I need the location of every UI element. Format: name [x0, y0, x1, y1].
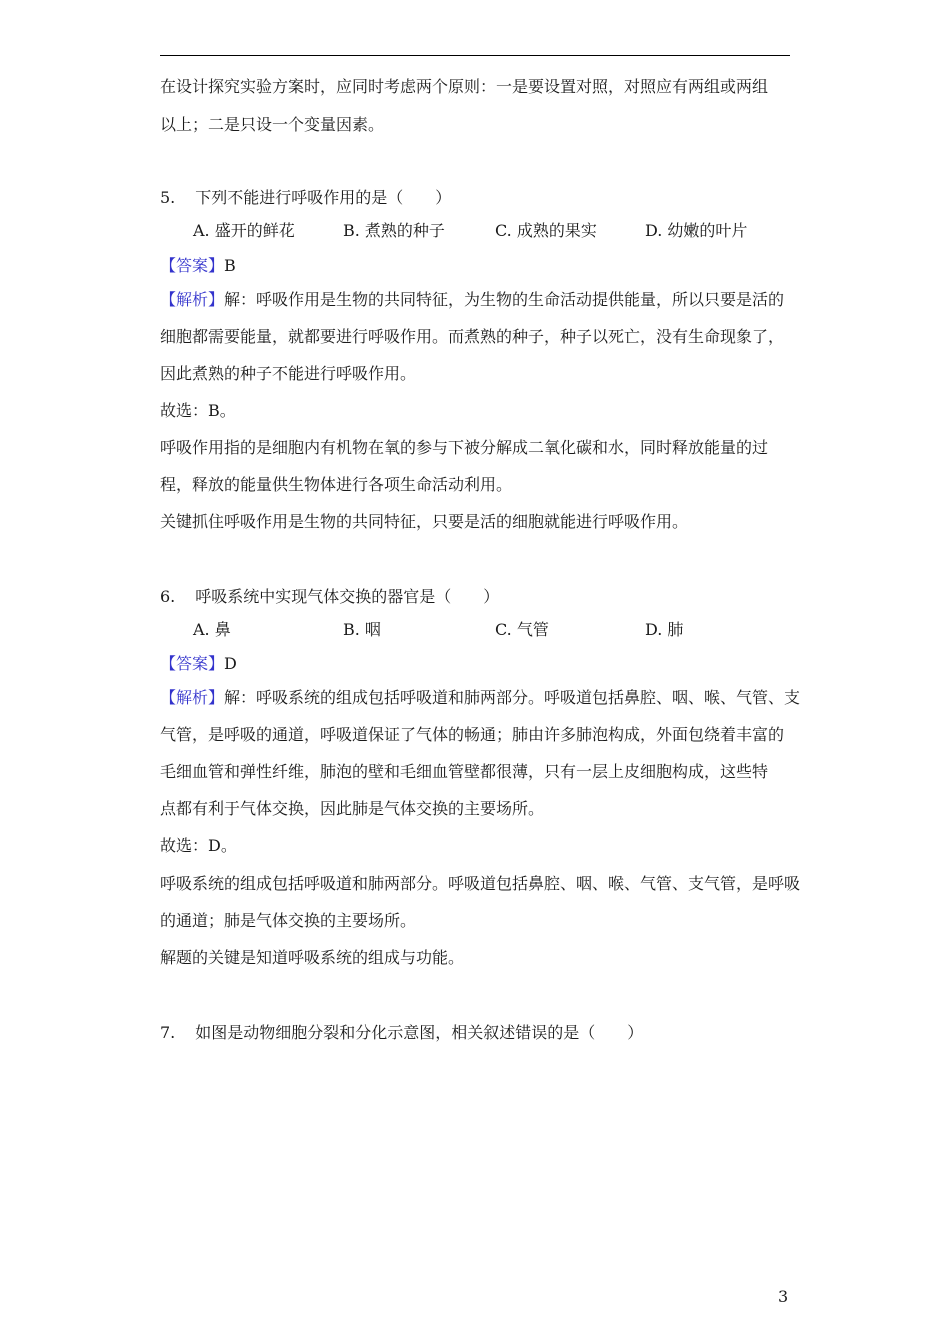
question-number: 7.: [160, 1023, 176, 1042]
q6-option-d: D. 肺: [645, 620, 684, 639]
answer-value: B: [224, 256, 236, 275]
header-rule: [160, 55, 790, 56]
q6-note-line-1: 呼吸系统的组成包括呼吸道和肺两部分。呼吸道包括鼻腔、咽、喉、气管、支气管，是呼吸: [160, 874, 801, 893]
q5-option-c: C. 成熟的果实: [495, 221, 597, 240]
q6-analysis-line-4: 点都有利于气体交换，因此肺是气体交换的主要场所。: [160, 799, 545, 818]
answer-value: D: [224, 654, 237, 673]
q5-analysis-line-3: 因此煮熟的种子不能进行呼吸作用。: [160, 364, 417, 383]
answer-tag: 【答案】: [160, 256, 225, 275]
q6-analysis-line-2: 气管，是呼吸的通道，呼吸道保证了气体的畅通；肺由许多肺泡构成，外面包绕着丰富的: [160, 725, 785, 744]
q5-analysis-line-2: 细胞都需要能量，就都要进行呼吸作用。而煮熟的种子，种子以死亡，没有生命现象了，: [160, 327, 785, 346]
q6-option-b: B. 咽: [343, 620, 381, 639]
q5-note-line-1: 呼吸作用指的是细胞内有机物在氧的参与下被分解成二氧化碳和水，同时释放能量的过: [160, 438, 769, 457]
question-5-stem: [160, 187, 800, 209]
q5-option-b: B. 煮熟的种子: [343, 221, 445, 240]
q5-choice: 故选：B。: [160, 401, 236, 420]
q5-option-a: A. 盛开的鲜花: [193, 221, 295, 240]
analysis-tag: 【解析】: [160, 290, 225, 309]
question-text: 如图是动物细胞分裂和分化示意图，相关叙述错误的是（ ）: [195, 1023, 644, 1042]
q6-option-a: A. 鼻: [193, 620, 231, 639]
q6-option-c: C. 气管: [495, 620, 549, 639]
analysis-text: 解：呼吸作用是生物的共同特征，为生物的生命活动提供能量，所以只要是活的: [224, 290, 785, 309]
analysis-text: 解：呼吸系统的组成包括呼吸道和肺两部分。呼吸道包括鼻腔、咽、喉、气管、支: [224, 688, 801, 707]
intro-line-2: 以上；二是只设一个变量因素。: [160, 115, 385, 134]
q6-note-line-2: 的通道；肺是气体交换的主要场所。: [160, 911, 417, 930]
q5-note-line-2: 程，释放的能量供生物体进行各项生命活动利用。: [160, 475, 513, 494]
answer-tag: 【答案】: [160, 654, 225, 673]
page-number: 3: [778, 1287, 789, 1306]
q6-analysis-line-3: 毛细血管和弹性纤维，肺泡的壁和毛细血管壁都很薄，只有一层上皮细胞构成，这些特: [160, 762, 769, 781]
q5-answer: [160, 255, 800, 277]
q6-analysis-line-1: [160, 687, 800, 709]
question-number: 5.: [160, 188, 176, 207]
analysis-tag: 【解析】: [160, 688, 225, 707]
q5-analysis-line-1: [160, 289, 800, 311]
q6-note-line-3: 解题的关键是知道呼吸系统的组成与功能。: [160, 948, 465, 967]
q5-note-line-3: 关键抓住呼吸作用是生物的共同特征，只要是活的细胞就能进行呼吸作用。: [160, 512, 689, 531]
q6-answer: [160, 653, 800, 675]
q5-option-d: D. 幼嫩的叶片: [645, 221, 748, 240]
question-6-stem: [160, 586, 800, 608]
question-7-stem: [160, 1022, 800, 1044]
intro-line-1: 在设计探究实验方案时，应同时考虑两个原则：一是要设置对照，对照应有两组或两组: [160, 77, 769, 96]
question-text: 下列不能进行呼吸作用的是（ ）: [195, 188, 452, 207]
question-number: 6.: [160, 587, 176, 606]
q6-choice: 故选：D。: [160, 836, 237, 855]
question-text: 呼吸系统中实现气体交换的器官是（ ）: [195, 587, 500, 606]
